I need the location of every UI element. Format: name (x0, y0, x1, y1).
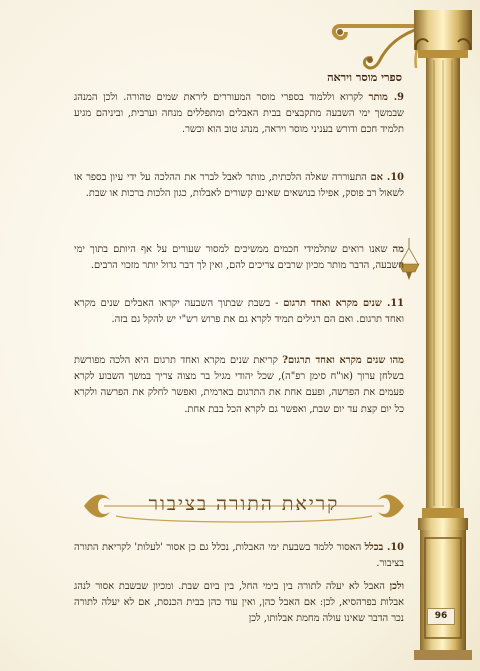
golden-pillar (414, 10, 472, 660)
paragraph-what-is (74, 353, 404, 418)
paragraph-11 (74, 296, 404, 328)
paragraph-lead: 10. בכלל (364, 542, 404, 553)
paragraph-lead: ולכן (389, 581, 404, 592)
page-number: 96 (427, 608, 455, 625)
paragraph-lead: 10. אם (370, 172, 404, 183)
paragraph-text: קריאת שנים מקרא ואחד תרגום היא הלכה מפורשת בשלחן ערוך (או"ח סימן רפ"ה), שכל יהודי מגיל בר מצוה צריך במשך השבוע לקרא פעמים את הפרשה, ופעם אחת את התרגום בארמית, ואפשר לחלק את הפרשה ולקרא כל יום קצת עד יום שבת, ואפשר גם לקרא הכל בבת אחת. (74, 355, 404, 415)
paragraph-lead: מה (392, 244, 404, 255)
paragraph-10 (74, 170, 404, 202)
paragraph-lead: 11. שנים מקרא ואחד תרגום (283, 298, 404, 309)
paragraph-9 (74, 90, 404, 139)
paragraph-lead: 9. מותר (368, 92, 404, 103)
paragraph-text: האבל לא יעלה לתורה בין בימי החל, בין ביום שבת. ומכיון שבשבת אסור לנהג אבלות בפרהסיא, לכן: אם האבל כהן, ואין עוד כהן בבית הכנסת, אם לא יעלה לתורה נכר הדבר שאינו עולה מחמת אבלותו, לכן (74, 581, 404, 625)
paragraph-bichlal (74, 540, 404, 572)
section-title: קריאת התורה בציבור (148, 493, 340, 515)
paragraph-mah (74, 242, 404, 274)
paragraph-lead: מהו שנים מקרא ואחד תרגום? (282, 355, 404, 366)
paragraph-text: - בשבת שבתוך השבעה יקראו האבלים שנים מקרא ואחד תרגום. ואם הם רגילים תמיד לקרא גם את פרוש רש"י יש להקל גם בזה. (74, 298, 404, 326)
paragraph-text: שאנו רואים שתלמידי חכמים ממשיכים למסור שעורים על אף היותם בתוך ימי השבעה, הדבר מותר מכיון שרבים צריכים להם, ואין לך דבר גדול יותר מזכוי הרבים. (74, 244, 404, 272)
paragraph-lachen (74, 579, 404, 628)
paragraph-text: התעוררה שאלה הלכתית, מותר לאבל לברר את ההלכה על ידי עיון בספר או לשאול רב פוסק, אפילו בנושאים שאינם קשורים לאבלות, כגון הלכות ברכות או שבת. (74, 172, 404, 200)
paragraph-text: האסור ללמד בשבעת ימי האבלות, נכלל גם כן אסור 'לעלות' לקריאת התורה בציבור. (74, 542, 404, 570)
section-heading: ספרי מוסר ויראה (327, 70, 402, 84)
paragraph-text: לקרוא וללמוד בספרי מוסר המעוררים ליראת שמים טהורה. ולכן המנהג שבמשך ימי השבעה מתקבצים בבית האבלים ומתפללים מנחה וערבית, וביניהם מגיע תלמיד חכם ודורש בעניני מוסר ויראה, מנהג טוב הוא וכשר. (74, 92, 404, 136)
section-title-banner (80, 486, 408, 526)
